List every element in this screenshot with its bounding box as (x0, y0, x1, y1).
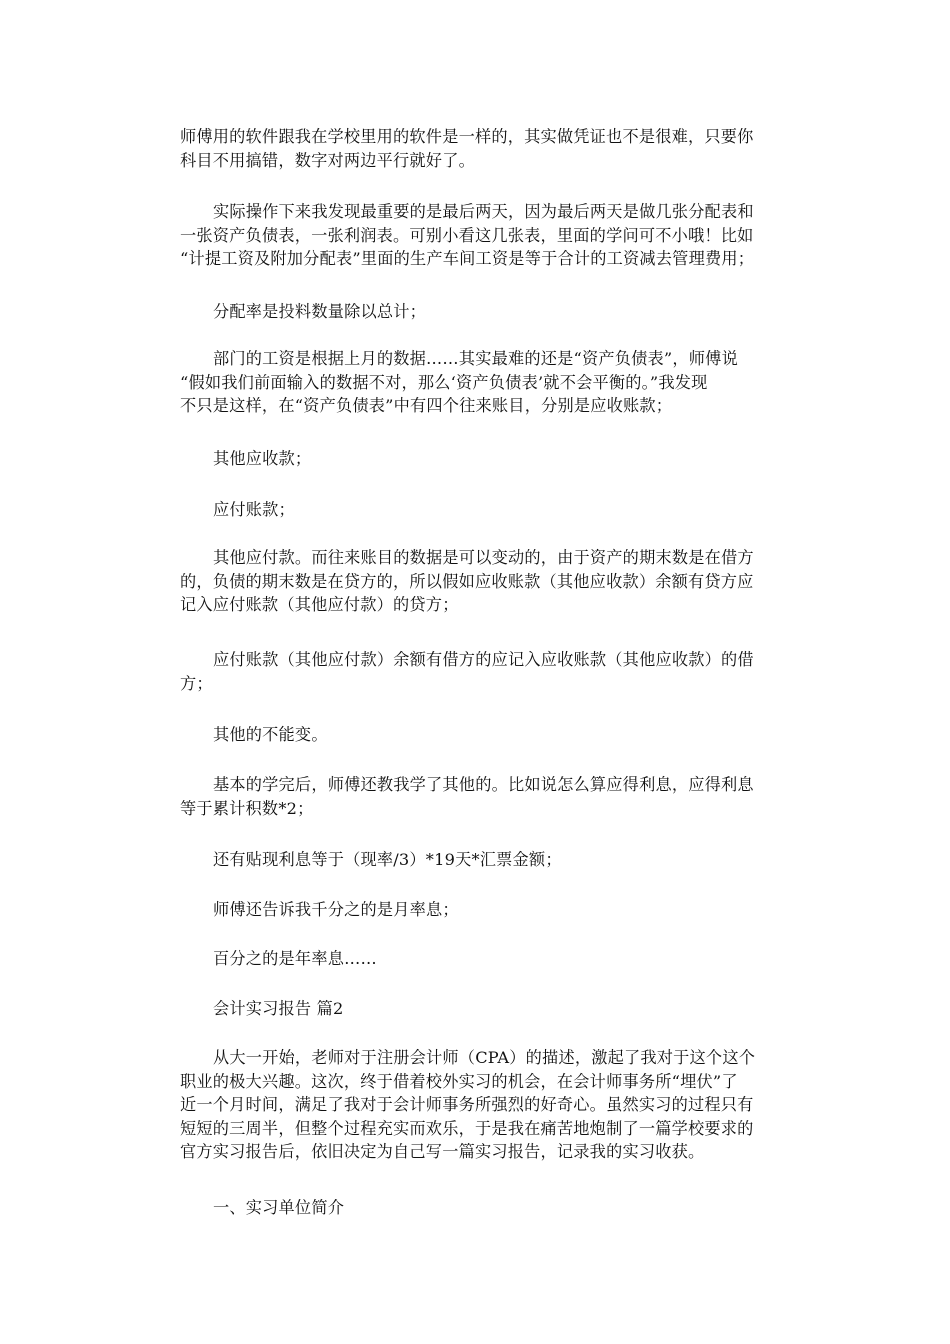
text-line: 师傅还告诉我千分之的是月率息； (213, 900, 459, 919)
paragraph-8 (180, 648, 780, 695)
text-line: 会计实习报告 篇2 (213, 999, 344, 1018)
paragraph-12 (180, 898, 780, 922)
text-line: 应付账款（其他应付款）余额有借方的应记入应收账款（其他应收款）的借 (213, 650, 754, 669)
text-line: 短短的三周半，但整个过程充实而欢乐，于是我在痛苦地炮制了一篇学校要求的 (180, 1118, 754, 1138)
text-line: 官方实习报告后，依旧决定为自己写一篇实习报告，记录我的实习收获。 (180, 1142, 705, 1161)
text-line: 实际操作下来我发现最重要的是最后两天，因为最后两天是做几张分配表和 (213, 202, 754, 221)
paragraph-4 (180, 347, 780, 418)
text-line: 方； (180, 673, 213, 693)
text-line: “计提工资及附加分配表”里面的生产车间工资是等于合计的工资减去管理费用； (180, 249, 755, 268)
text-line: 百分之的是年率息…… (213, 949, 377, 968)
paragraph-3 (180, 300, 780, 324)
paragraph-9 (180, 723, 780, 747)
paragraph-15 (180, 1046, 780, 1164)
paragraph-5 (180, 447, 780, 471)
text-line: 近一个月时间，满足了我对于会计师事务所强烈的好奇心。虽然实习的过程只有 (180, 1095, 754, 1114)
paragraph-6 (180, 498, 780, 522)
text-line: “假如我们前面输入的数据不对，那么‘资产负债表’就不会平衡的。”我发现 (180, 372, 708, 392)
section-heading (180, 997, 780, 1021)
text-line: 其他应收款； (213, 449, 312, 468)
text-line: 记入应付账款（其他应付款）的贷方； (180, 595, 459, 614)
paragraph-11 (180, 848, 780, 872)
paragraph-10 (180, 773, 780, 820)
text-line: 等于累计积数*2； (180, 798, 314, 818)
text-line: 分配率是投料数量除以总计； (213, 302, 427, 321)
text-line: 应付账款； (213, 500, 295, 519)
text-line: 其他的不能变。 (213, 725, 328, 744)
text-line: 职业的极大兴趣。这次，终于借着校外实习的机会，在会计师事务所“埋伏”了 (180, 1071, 738, 1091)
sub-heading (180, 1196, 780, 1220)
text-line: 科目不用搞错，数字对两边平行就好了。 (180, 150, 475, 170)
text-line: 部门的工资是根据上月的数据……其实最难的还是“资产负债表”，师傅说 (213, 349, 738, 368)
text-line: 的，负债的期末数是在贷方的，所以假如应收账款（其他应收款）余额有贷方应 (180, 571, 754, 591)
text-line: 还有贴现利息等于（现率/3）*19天*汇票金额； (213, 850, 562, 869)
text-line: 师傅用的软件跟我在学校里用的软件是一样的，其实做凭证也不是很难，只要你 (180, 127, 754, 146)
paragraph-7 (180, 546, 780, 617)
text-line: 从大一开始，老师对于注册会计师（CPA）的描述，激起了我对于这个这个 (213, 1048, 756, 1067)
text-line: 不只是这样，在“资产负债表”中有四个往来账目，分别是应收账款； (180, 396, 673, 415)
text-line: 其他应付款。而往来账目的数据是可以变动的，由于资产的期末数是在借方 (213, 548, 754, 567)
text-line: 一、实习单位简介 (213, 1198, 345, 1217)
paragraph-1 (180, 125, 780, 172)
paragraph-2 (180, 200, 780, 271)
text-line: 基本的学完后，师傅还教我学了其他的。比如说怎么算应得利息，应得利息 (213, 775, 754, 794)
paragraph-13 (180, 947, 780, 971)
text-line: 一张资产负债表，一张利润表。可别小看这几张表，里面的学问可不小哦！比如 (180, 225, 754, 245)
